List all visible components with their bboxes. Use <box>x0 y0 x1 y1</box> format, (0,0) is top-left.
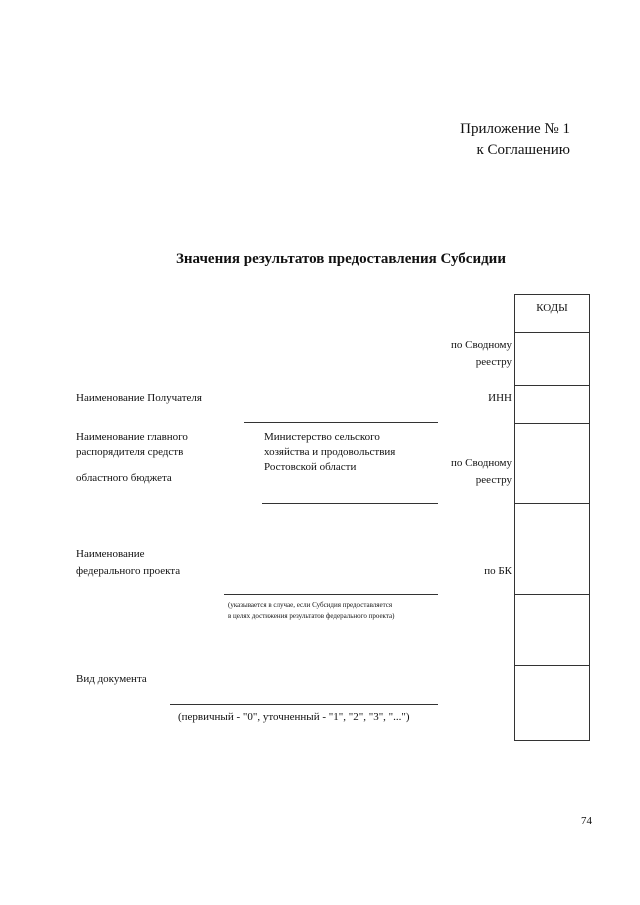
codes-row-divider <box>514 594 590 595</box>
doc-type-underline <box>170 704 438 705</box>
appendix-line-2: к Соглашению <box>476 142 570 158</box>
federal-project-underline <box>224 594 438 595</box>
svod-reestr-label-1: по Сводному реестру <box>450 339 512 368</box>
page-number: 74 <box>581 815 592 827</box>
federal-project-label: Наименование федерального проекта <box>76 548 181 577</box>
doc-type-label: Вид документа <box>76 673 147 685</box>
codes-row-divider <box>514 332 590 333</box>
bk-label: по БК <box>484 565 512 577</box>
ministry-name: Министерство сельского хозяйства и продовольствия Ростовской области <box>264 431 396 473</box>
federal-project-note: (указывается в случае, если Субсидия предоставляется в целях достижения результатов федерального проекта) <box>228 601 395 620</box>
codes-row-divider <box>514 503 590 504</box>
inn-label: ИНН <box>488 392 512 404</box>
codes-header: КОДЫ <box>536 302 568 314</box>
codes-table <box>514 294 590 741</box>
recipient-underline <box>244 422 438 423</box>
appendix-label <box>380 120 570 160</box>
appendix-line-1: Приложение № 1 <box>460 121 570 137</box>
ministry-underline <box>262 503 438 504</box>
svod-reestr-label-2: по Сводному реестру <box>450 457 512 486</box>
codes-row-divider <box>514 665 590 666</box>
recipient-label: Наименование Получателя <box>76 392 202 404</box>
document-title: Значения результатов предоставления Субсидии <box>176 251 506 267</box>
codes-row-divider <box>514 423 590 424</box>
codes-row-divider <box>514 385 590 386</box>
doc-type-note: (первичный - "0", уточненный - "1", "2", "3", "...") <box>178 711 410 723</box>
main-manager-label: Наименование главного распорядителя средств областного бюджета <box>76 431 188 484</box>
